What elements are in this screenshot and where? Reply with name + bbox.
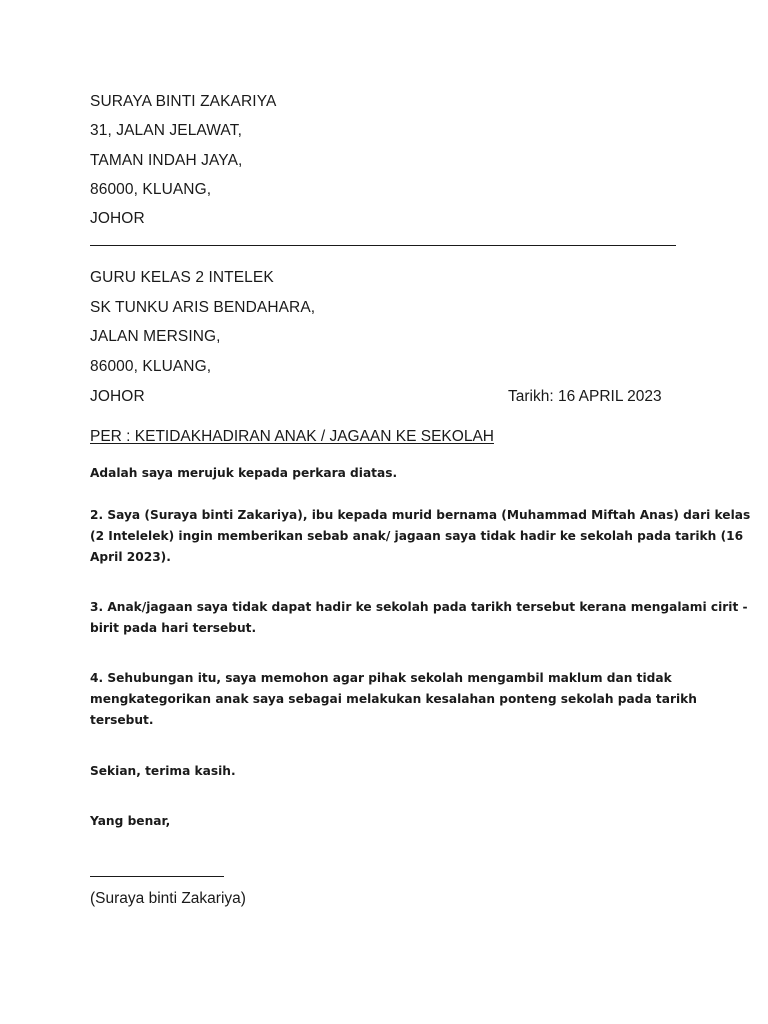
recipient-address-line: JALAN MERSING, [90, 328, 221, 345]
recipient-address-line: SK TUNKU ARIS BENDAHARA, [90, 299, 316, 316]
recipient-address-line: JOHOR [90, 388, 145, 405]
body-paragraph-2 [90, 505, 751, 568]
body-line: mengkategorikan anak saya sebagai melakukan kesalahan ponteng sekolah pada tarikh [90, 692, 697, 706]
body-line: Sekian, terima kasih. [90, 764, 236, 778]
body-line: 2. Saya (Suraya binti Zakariya), ibu kepada murid bernama (Muhammad Miftah Anas) dari kelas [90, 508, 751, 522]
separator-line [90, 245, 676, 246]
body-line: tersebut. [90, 713, 154, 727]
recipient-address-line: 86000, KLUANG, [90, 358, 212, 375]
body-paragraph-3 [90, 597, 748, 639]
sender-address-line: TAMAN INDAH JAYA, [90, 152, 243, 169]
sender-address-line: 31, JALAN JELAWAT, [90, 122, 242, 139]
recipient-name: GURU KELAS 2 INTELEK [90, 269, 274, 286]
body-line: April 2023). [90, 550, 171, 564]
body-paragraph-4 [90, 668, 697, 731]
body-signoff [90, 811, 690, 832]
signature-name: (Suraya binti Zakariya) [90, 890, 246, 907]
sender-name: SURAYA BINTI ZAKARIYA [90, 93, 277, 110]
body-intro [90, 463, 690, 484]
body-line: 4. Sehubungan itu, saya memohon agar pihak sekolah mengambil maklum dan tidak [90, 671, 672, 685]
sender-address-line: 86000, KLUANG, [90, 181, 212, 198]
body-line: (2 Intelelek) ingin memberikan sebab anak/ jagaan saya tidak hadir ke sekolah pada tarikh (16 [90, 529, 744, 543]
sender-address-line: JOHOR [90, 210, 145, 227]
body-line: 3. Anak/jagaan saya tidak dapat hadir ke sekolah pada tarikh tersebut kerana mengalami cirit - [90, 600, 748, 614]
letter-date: Tarikh: 16 APRIL 2023 [508, 388, 662, 405]
body-closing [90, 761, 690, 782]
signature-line [90, 876, 224, 877]
letter-subject: PER : KETIDAKHADIRAN ANAK / JAGAAN KE SEKOLAH [90, 428, 494, 445]
body-line: birit pada hari tersebut. [90, 621, 257, 635]
body-line: Adalah saya merujuk kepada perkara diatas. [90, 466, 398, 480]
body-line: Yang benar, [90, 814, 171, 828]
